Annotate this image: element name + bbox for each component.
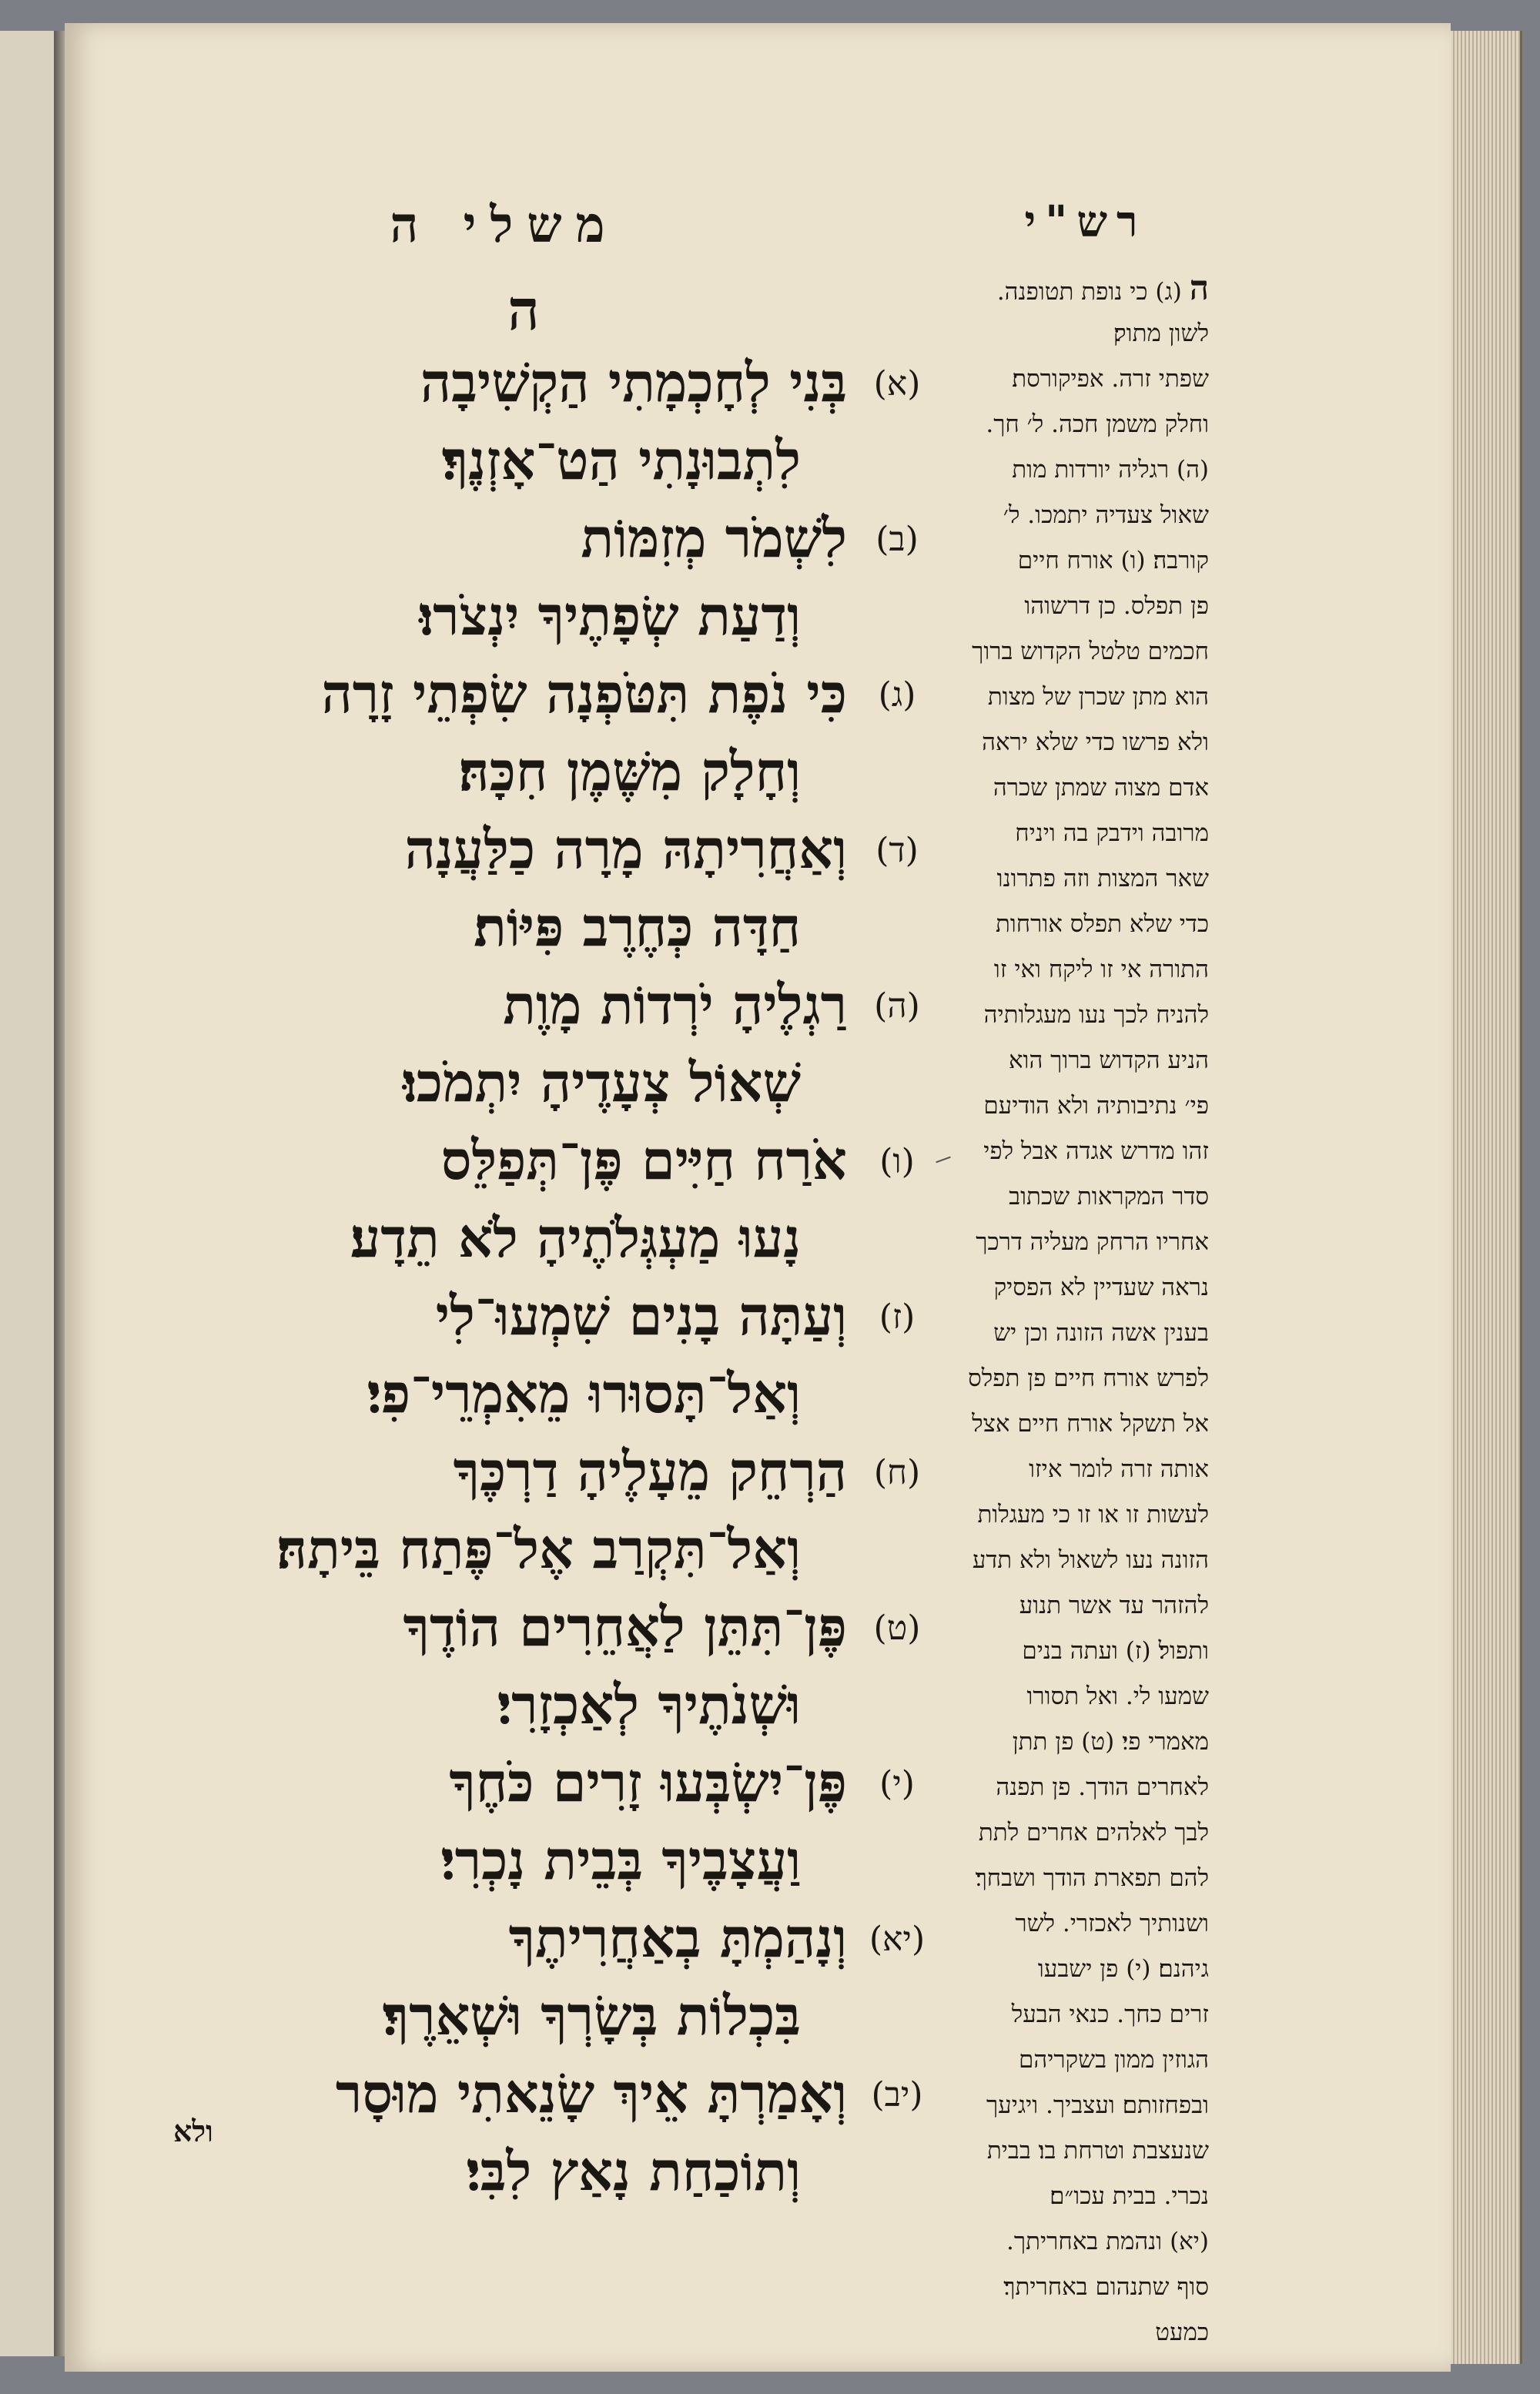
- verse-text: לִשְׁמֹר מְזִמּוֹת: [581, 506, 847, 570]
- rashi-line: פן תפלס. כן דרשוהו: [1024, 592, 1209, 620]
- rashi-chapter-letter: ה: [1189, 269, 1209, 308]
- verse-line: [169, 1984, 932, 2061]
- verse-number: (א): [873, 364, 921, 403]
- verse-text-continued: נָעוּ מַעְגְּלֹתֶיהָ לֹא תֵדָע׃: [350, 1206, 801, 1270]
- rashi-line: התורה אי זו ליקח ואי זו: [993, 956, 1209, 983]
- verse-line: [169, 1595, 932, 1672]
- verse-text-continued: שְׁאוֹל צְעָדֶיהָ יִתְמֹכוּ׃: [402, 1050, 801, 1114]
- verse-line: [169, 1284, 932, 1361]
- verse-number: (ט): [873, 1609, 921, 1648]
- verse-line: [169, 1517, 932, 1595]
- rashi-line: להם תפארת הודך ושבחך׃: [975, 1864, 1209, 1892]
- verse-text: וְעַתָּה בָנִים שִׁמְעוּ־לִי: [435, 1284, 847, 1348]
- verse-line: [169, 895, 932, 973]
- rashi-line: להזהר עד אשר תנוע: [1019, 1592, 1209, 1619]
- rashi-line: לעשות זו או זו כי מעגלות: [977, 1501, 1209, 1528]
- rashi-line: ובפחזותם׃ ועצביך. ויגיעך: [986, 2091, 1209, 2119]
- verse-number: (יא): [869, 1920, 926, 1959]
- verse-line: [169, 661, 932, 739]
- rashi-line: חכמים טלטל הקדוש ברוך: [972, 638, 1209, 665]
- rashi-line: כמעט: [1155, 2319, 1209, 2346]
- book-gutter: [54, 31, 65, 2356]
- verse-number: (ח): [873, 1453, 921, 1492]
- verse-text: רַגְלֶיהָ יֹרְדוֹת מָוֶת: [503, 973, 847, 1036]
- verse-text: אֹרַח חַיִּים פֶּן־תְּפַלֵּס: [440, 1128, 847, 1192]
- verse-line: [169, 739, 932, 817]
- rashi-line: אדם מצוה שמתן שכרה: [993, 774, 1209, 802]
- verse-line: [169, 1128, 932, 1206]
- verse-line: [169, 350, 932, 428]
- rashi-line: וחלק משמן חכה. ל׳ חך.: [986, 410, 1209, 438]
- verse-line: [169, 428, 932, 506]
- verse-text: וְאָמַרְתָּ אֵיךְ שָׂנֵאתִי מוּסָר: [335, 2061, 847, 2125]
- verse-line: [169, 973, 932, 1050]
- rashi-line: אותה זרה לומר איזו: [1029, 1455, 1209, 1483]
- rashi-line: הניע הקדוש ברוך הוא: [1008, 1046, 1209, 1074]
- rashi-line: בענין אשה הזונה וכן יש: [993, 1319, 1209, 1347]
- rashi-line: כדי שלא תפלס אורחות: [995, 910, 1209, 938]
- verse-text: פֶּן־יִשְׂבְּעוּ זָרִים כֹּחֶךָ: [449, 1750, 847, 1814]
- rashi-line: שאול צעדיה יתמכו. ל׳: [1003, 501, 1209, 529]
- verse-line: [169, 1828, 932, 1906]
- rashi-line: שאר המצות וזה פתרונו: [996, 865, 1209, 892]
- verse-line: [169, 1361, 932, 1439]
- rashi-line: שפתי זרה. אפיקורסת׃: [1012, 365, 1209, 393]
- rashi-line: אל תשקל אורח חיים אצל: [972, 1410, 1209, 1438]
- verse-line: [169, 506, 932, 584]
- rashi-line: (יא) ונהמת באחריתך.: [1006, 2228, 1209, 2255]
- rashi-line: הגוזין ממון בשקריהם: [1019, 2046, 1209, 2074]
- rashi-line: הוא מתן שכרן של מצות: [987, 683, 1209, 711]
- verse-line: [169, 817, 932, 895]
- verse-line: [169, 1672, 932, 1750]
- verse-text: כִּי נֹפֶת תִּטֹּפְנָה שִׂפְתֵי זָרָה: [321, 661, 847, 725]
- verse-text: וְאַחֲרִיתָהּ מָרָה כַלַּעֲנָה: [404, 817, 847, 881]
- rashi-text: (ג) כי נופת תטופנה.: [996, 278, 1182, 306]
- verse-text-continued: וַעֲצָבֶיךָ בְּבֵית נָכְרִי׃: [440, 1828, 801, 1892]
- verse-number: (יב): [871, 2075, 923, 2114]
- verse-text: הַרְחֵק מֵעָלֶיהָ דַרְכֶּךָ: [453, 1439, 847, 1503]
- rashi-line: סוף שתנהום באחריתך׃: [1003, 2273, 1209, 2301]
- rashi-line: ותפול׃ (ז) ועתה בנים: [1022, 1637, 1209, 1665]
- rashi-line: (ה) רגליה יורדות מות: [1012, 456, 1209, 484]
- verse-number: (ו): [879, 1142, 915, 1181]
- rashi-line: גיהנם׃ (י) פן ישבעו: [1037, 1955, 1209, 1983]
- verse-number: (ד): [875, 831, 919, 870]
- rashi-line: אחריו הרחק מעליה דרכך: [976, 1228, 1209, 1256]
- verse-line: [169, 1050, 932, 1128]
- verse-text-continued: וְאַל־תִּקְרַב אֶל־פֶּתַח בֵּיתָהּ׃: [276, 1517, 801, 1581]
- rashi-commentary-column: [947, 266, 1209, 2355]
- rashi-line: ולא פרשו כדי שלא יראה: [982, 728, 1209, 756]
- rashi-line: נראה שעדיין לא הפסיק: [993, 1274, 1209, 1301]
- running-header-commentary: רש"י: [1024, 196, 1147, 247]
- verse-text: וְנָהַמְתָּ בְאַחֲרִיתֶךָ: [508, 1906, 847, 1970]
- verse-text: בְּנִי לְחָכְמָתִי הַקְשִׁיבָה: [420, 350, 847, 414]
- verse-text-continued: וְדַעַת שְׂפָתֶיךָ יִנְצֹרוּ׃: [419, 584, 801, 648]
- verse-number: (ה): [874, 986, 920, 1026]
- rashi-line: שמעו לי. ואל תסורו: [1026, 1682, 1209, 1710]
- verse-number: (ז): [879, 1297, 916, 1337]
- verse-text-continued: חַדָּה כְּחֶרֶב פִּיּוֹת׃: [474, 895, 801, 959]
- verse-number: (י): [879, 1764, 915, 1803]
- rashi-first-line: [947, 266, 1209, 311]
- verse-line: [169, 1906, 932, 1984]
- verse-number: (ג): [878, 675, 916, 715]
- verse-line: [169, 1439, 932, 1517]
- verse-text-continued: לִתְבוּנָתִי הַט־אָזְנֶךָ׃: [441, 428, 801, 492]
- rashi-line: סדר המקראות שכתוב: [1009, 1183, 1209, 1210]
- rashi-line: מאמרי פי׃ (ט) פן תתן: [1012, 1728, 1209, 1756]
- verse-text-continued: וְאַל־תָּסוּרוּ מֵאִמְרֵי־פִי׃: [367, 1361, 801, 1425]
- verse-text-continued: וְתוֹכַחַת נָאַץ לִבִּי׃: [466, 2139, 801, 2203]
- rashi-line: לפרש אורח חיים פן תפלס: [968, 1364, 1209, 1392]
- catchword: ולא: [173, 2114, 213, 2148]
- rashi-line: מרובה וידבק בה ויניח: [1015, 819, 1209, 847]
- verse-line: [169, 1206, 932, 1284]
- verse-line: [169, 584, 932, 661]
- rashi-line: להניח לכך נעו מעגלותיה: [983, 1001, 1209, 1029]
- verse-line: [169, 1750, 932, 1828]
- rashi-line: הזונה נעו לשאול ולא תדע: [972, 1546, 1209, 1574]
- rashi-line: זהו מדרש אגדה אבל לפי: [983, 1137, 1209, 1165]
- verse-text-continued: וּשְׁנֹתֶיךָ לְאַכְזָרִי׃: [497, 1672, 801, 1736]
- verse-text-continued: בִּכְלוֹת בְּשָׂרְךָ וּשְׁאֵרֶךָ׃: [382, 1984, 801, 2047]
- rashi-line: זרים כחך. כנאי הבעל: [1011, 2001, 1209, 2028]
- rashi-line: פי׳ נתיבותיה ולא הודיעם: [983, 1092, 1209, 1120]
- verse-column: [169, 350, 932, 2217]
- rashi-line: קורבה׃ (ו) אורח חיים: [1017, 547, 1209, 574]
- rashi-line: שנעצבת וטרחת בו׃ בבית: [986, 2137, 1209, 2165]
- chapter-number: ה: [507, 277, 540, 343]
- running-header-book: משלי ה: [390, 196, 619, 254]
- verse-text: פֶּן־תִּתֵּן לַאֲחֵרִים הוֹדֶךָ: [403, 1595, 847, 1659]
- verse-number: (ב): [875, 520, 919, 559]
- page-stack-edges: [1451, 31, 1522, 2364]
- verse-text-continued: וְחָלָק מִשֶּׁמֶן חִכָּהּ׃: [458, 739, 801, 803]
- rashi-line: לאחרים הודך. פן תפנה: [996, 1773, 1209, 1801]
- verse-line: [169, 2061, 932, 2139]
- rashi-line: לבך לאלהים אחרים לתת: [978, 1819, 1209, 1847]
- left-page-edge: [0, 31, 55, 2356]
- rashi-line: ושנותיך לאכזרי. לשר: [1015, 1910, 1209, 1937]
- verse-line: [169, 2139, 932, 2217]
- rashi-line: נכרי. בבית עכו״ם׃: [1050, 2182, 1209, 2210]
- rashi-line: לשון מתוק׃: [1113, 320, 1209, 347]
